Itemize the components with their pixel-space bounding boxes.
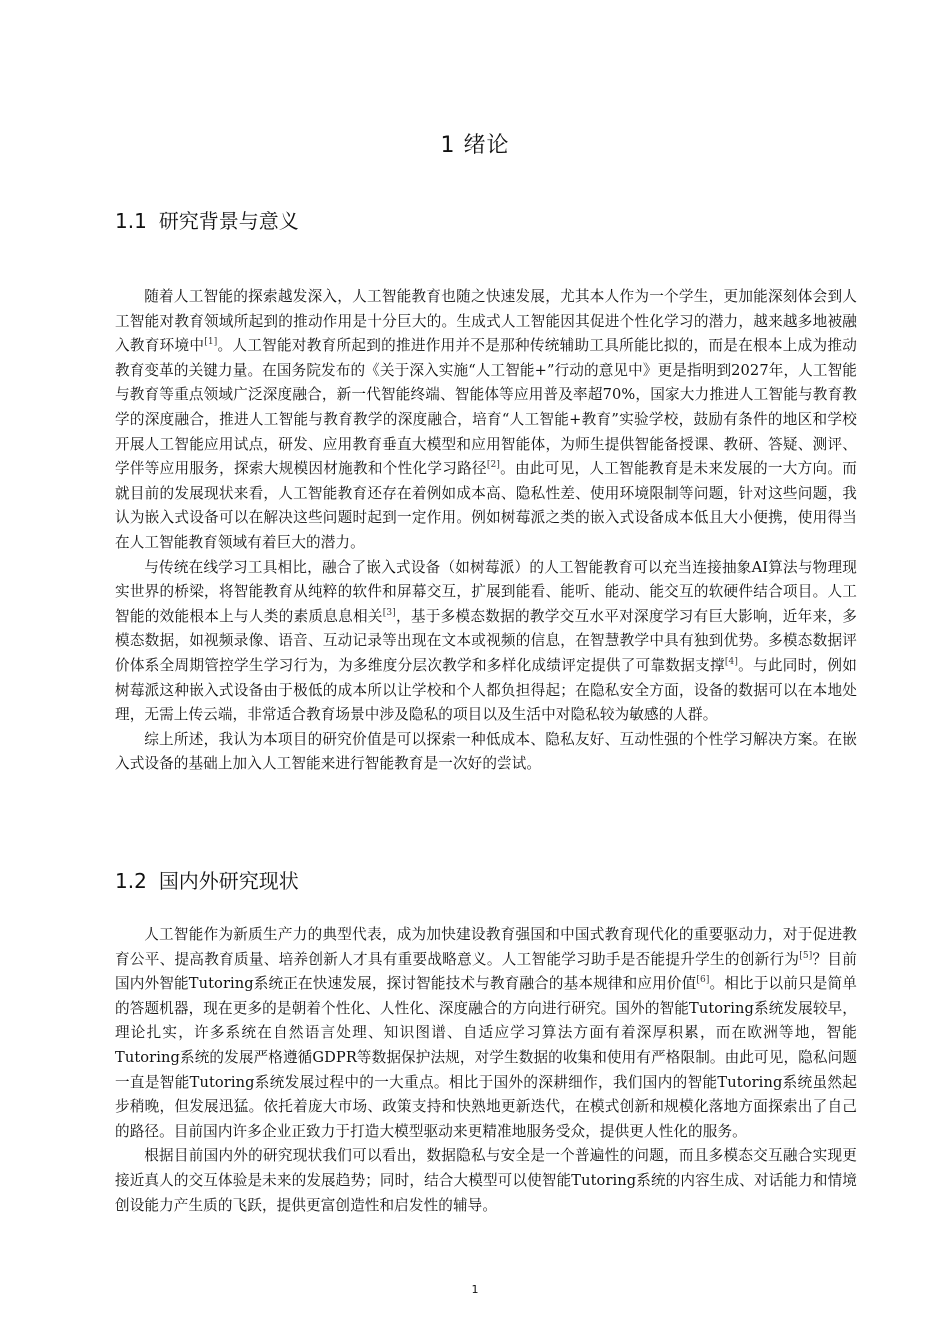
- citation-marker: [3]: [382, 607, 396, 618]
- paragraph-text: 。与此同时，例如树莓派这种嵌入式设备由于极低的成本所以让学校和个人都负担得起；在隐私安全方面，设备的数据可以在本地处理，无需上传云端，非常适合教育场景中涉及隐私的项目以及生活中对隐私较为敏感的人群。: [115, 656, 857, 724]
- paragraph-text: ，基于多模态数据的教学交互水平对深度学习有巨大影响，近年来，多模态数据，如视频录像、语音、互动记录等出现在文本或视频的信息，在智慧教学中具有独到优势。多模态数据评价体系全周期管控学生学习行为，为多维度分层次教学和多样化成绩评定提供了可靠数据支撑: [115, 607, 857, 674]
- citation-marker: [5]: [799, 950, 813, 961]
- paragraph-text: 。由此可见，人工智能教育是未来发展的一大方向。而就目前的发展现状来看，人工智能教育还存在着例如成本高、隐私性差、使用环境限制等问题，针对这些问题，我认为嵌入式设备可以在解决这些问题时起到一定作用。例如树莓派之类的嵌入式设备成本低且大小便携，使用得当在人工智能教育领域有着巨大的潜力。: [115, 460, 857, 551]
- paragraph-text: 与传统在线学习工具相比，融合了嵌入式设备（如树莓派）的人工智能教育可以充当连接抽象AI算法与物理现实世界的桥梁，将智能教育从纯粹的软件和屏幕交互，扩展到能看、能听、能动、能交互的软硬件结合项目。人工智能的效能根本上与人类的素质息息相关: [115, 558, 857, 625]
- section-body-1-2: [115, 923, 857, 1218]
- section-heading-1-1: [115, 205, 299, 234]
- chapter-title: 1 绪论: [440, 133, 510, 158]
- paragraph: [115, 285, 857, 556]
- paragraph-text: 根据目前国内外的研究现状我们可以看出，数据隐私与安全是一个普遍性的问题，而且多模态交互融合实现更接近真人的交互体验是未来的发展趋势；同时，结合大模型可以使智能Tutoring系统的内容生成、对话能力和情境创设能力产生质的飞跃，提供更富创造性和启发性的辅导。: [115, 1147, 857, 1214]
- paragraph: [115, 1144, 857, 1218]
- section-body-1-1: [115, 285, 857, 777]
- paragraph: [115, 556, 857, 728]
- section-title: 国内外研究现状: [158, 869, 299, 893]
- paragraph-text: 随着人工智能的探索越发深入，人工智能教育也随之快速发展，尤其本人作为一个学生，更加能深刻体会到人工智能对教育领域所起到的推动作用是十分巨大的。生成式人工智能因其促进个性化学习的潜力，越来越多地被融入教育环境中: [115, 288, 857, 355]
- citation-marker: [2]: [486, 460, 500, 471]
- section-heading-1-2: [115, 865, 299, 894]
- section-title: 研究背景与意义: [158, 209, 299, 233]
- section-number: 1.2: [115, 869, 147, 893]
- citation-marker: [4]: [724, 657, 738, 668]
- paragraph: [115, 923, 857, 1144]
- citation-marker: [6]: [696, 975, 710, 986]
- paragraph-text: ？目前国内外智能Tutoring系统正在快速发展，探讨智能技术与教育融合的基本规律和应用价值: [115, 950, 857, 993]
- citation-marker: [1]: [204, 337, 218, 348]
- paragraph-text: 综上所述，我认为本项目的研究价值是可以探索一种低成本、隐私友好、互动性强的个性学习解决方案。在嵌入式设备的基础上加入人工智能来进行智能教育是一次好的尝试。: [115, 730, 857, 773]
- paragraph-text: 。人工智能对教育所起到的推进作用并不是那种传统辅助工具所能比拟的，而是在根本上成为推动教育变革的关键力量。在国务院发布的《关于深入实施“人工智能+”行动的意见中》更是指明到2027年，人工智能与教育等重点领域广泛深度融合，新一代智能终端、智能体等应用普及率超70%，国家大力推进人工智能与教育教学的深度融合，推进人工智能与教育教学的深度融合，培育“人工智能+教育”实验学校，鼓励有条件的地区和学校开展人工智能应用试点，研发、应用教育垂直大模型和应用智能体，为师生提供智能备授课、教研、答疑、测评、学伴等应用服务，探索大规模因材施教和个性化学习路径: [115, 337, 857, 478]
- paragraph-text: 人工智能作为新质生产力的典型代表，成为加快建设教育强国和中国式教育现代化的重要驱动力，对于促进教育公平、提高教育质量、培养创新人才具有重要战略意义。人工智能学习助手是否能提升学生的创新行为: [115, 926, 857, 968]
- paragraph-text: 。相比于以前只是简单的答题机器，现在更多的是朝着个性化、人性化、深度融合的方向进行研究。国外的智能Tutoring系统发展较早，理论扎实，许多系统在自然语言处理、知识图谱、自适应学习算法方面有着深厚积累，而在欧洲等地，智能Tutoring系统的发展严格遵循GDPR等数据保护法规，对学生数据的收集和使用有严格限制。由此可见，隐私问题一直是智能Tutoring系统发展过程中的一大重点。相比于国外的深耕细作，我们国内的智能Tutoring系统虽然起步稍晚，但发展迅猛。依托着庞大市场、政策支持和快熟地更新迭代，在模式创新和规模化落地方面探索出了自己的路径。目前国内许多企业正致力于打造大模型驱动来更精准地服务受众，提供更人性化的服务。: [115, 975, 857, 1140]
- page-number: 1: [471, 1283, 479, 1296]
- section-number: 1.1: [115, 209, 147, 233]
- paragraph: [115, 728, 857, 777]
